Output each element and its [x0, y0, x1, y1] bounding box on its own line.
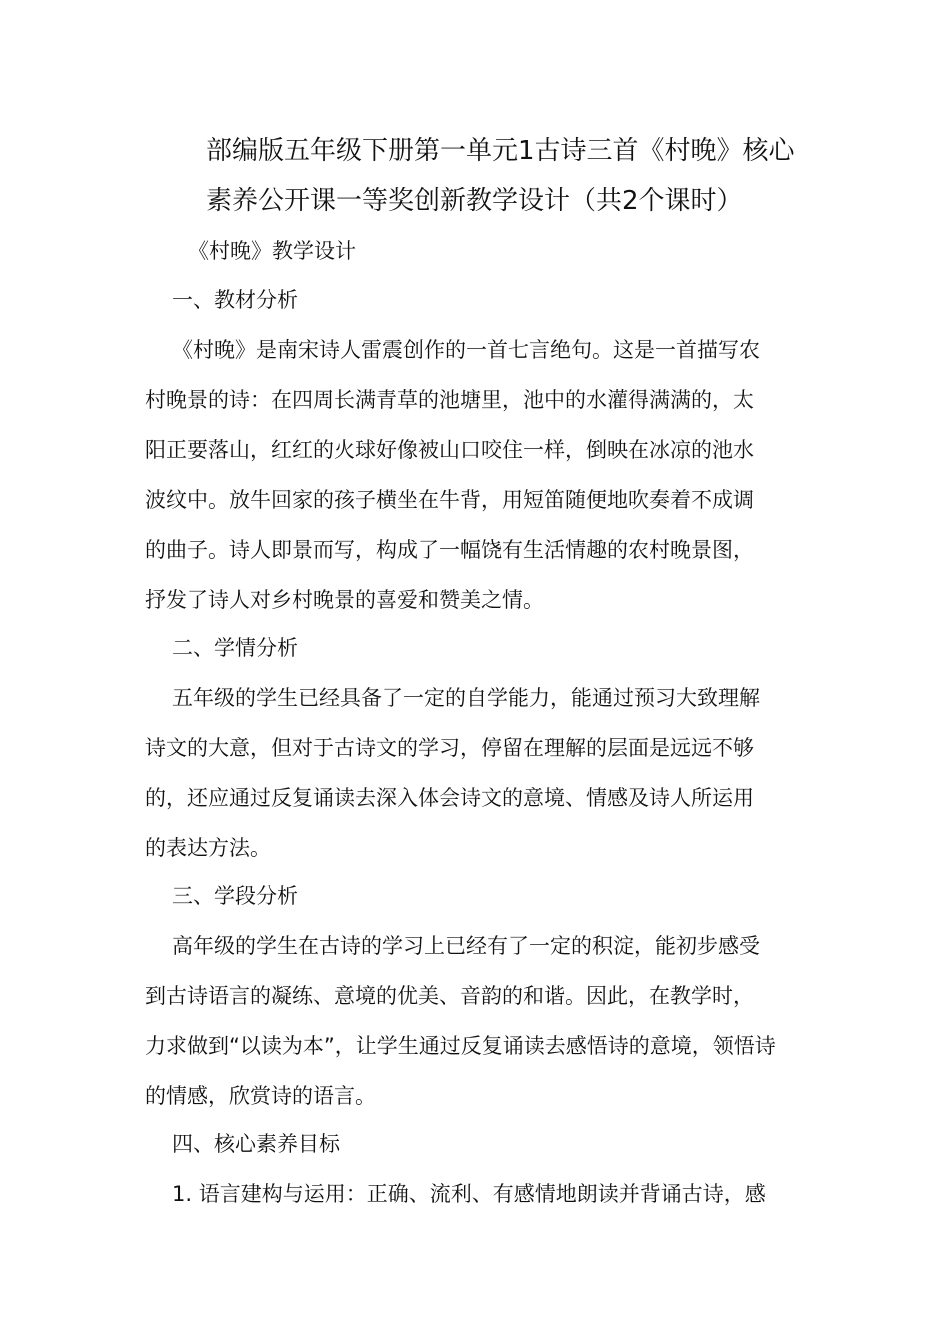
paragraph-line: 阳正要落山，红红的火球好像被山口咬住一样，倒映在冰凉的池水 — [145, 438, 754, 462]
paragraph-line: 1. 语言建构与运用：正确、流利、有感情地朗读并背诵古诗，感 — [172, 1182, 766, 1206]
paragraph-line: 到古诗语言的凝练、意境的优美、音韵的和谐。因此，在教学时， — [145, 984, 754, 1008]
document-title-line-1: 部编版五年级下册第一单元1古诗三首《村晚》核心 — [206, 136, 795, 166]
section-heading: 一、教材分析 — [172, 288, 298, 312]
paragraph-line: 的情感，欣赏诗的语言。 — [145, 1084, 376, 1108]
document-title-line-2: 素养公开课一等奖创新教学设计（共2个课时） — [206, 186, 743, 216]
paragraph-line: 的曲子。诗人即景而写，构成了一幅饶有生活情趣的农村晚景图， — [145, 538, 754, 562]
paragraph-line: 高年级的学生在古诗的学习上已经有了一定的积淀，能初步感受 — [172, 934, 760, 958]
paragraph-line: 村晚景的诗：在四周长满青草的池塘里，池中的水灌得满满的，太 — [145, 388, 754, 412]
paragraph-line: 的表达方法。 — [145, 836, 271, 860]
paragraph-line: 《村晚》是南宋诗人雷震创作的一首七言绝句。这是一首描写农 — [172, 338, 760, 362]
paragraph-line: 诗文的大意，但对于古诗文的学习，停留在理解的层面是远远不够 — [145, 736, 754, 760]
paragraph-line: 力求做到“以读为本”，让学生通过反复诵读去感悟诗的意境，领悟诗 — [145, 1034, 776, 1058]
section-heading: 四、核心素养目标 — [172, 1132, 340, 1156]
paragraph-line: 波纹中。放牛回家的孩子横坐在牛背，用短笛随便地吹奏着不成调 — [145, 488, 754, 512]
section-heading: 三、学段分析 — [172, 884, 298, 908]
paragraph-line: 抒发了诗人对乡村晚景的喜爱和赞美之情。 — [145, 588, 544, 612]
section-heading: 二、学情分析 — [172, 636, 298, 660]
paragraph-line: 的，还应通过反复诵读去深入体会诗文的意境、情感及诗人所运用 — [145, 786, 754, 810]
paragraph-line: 五年级的学生已经具备了一定的自学能力，能通过预习大致理解 — [172, 686, 760, 710]
document-subtitle: 《村晚》教学设计 — [188, 239, 356, 263]
